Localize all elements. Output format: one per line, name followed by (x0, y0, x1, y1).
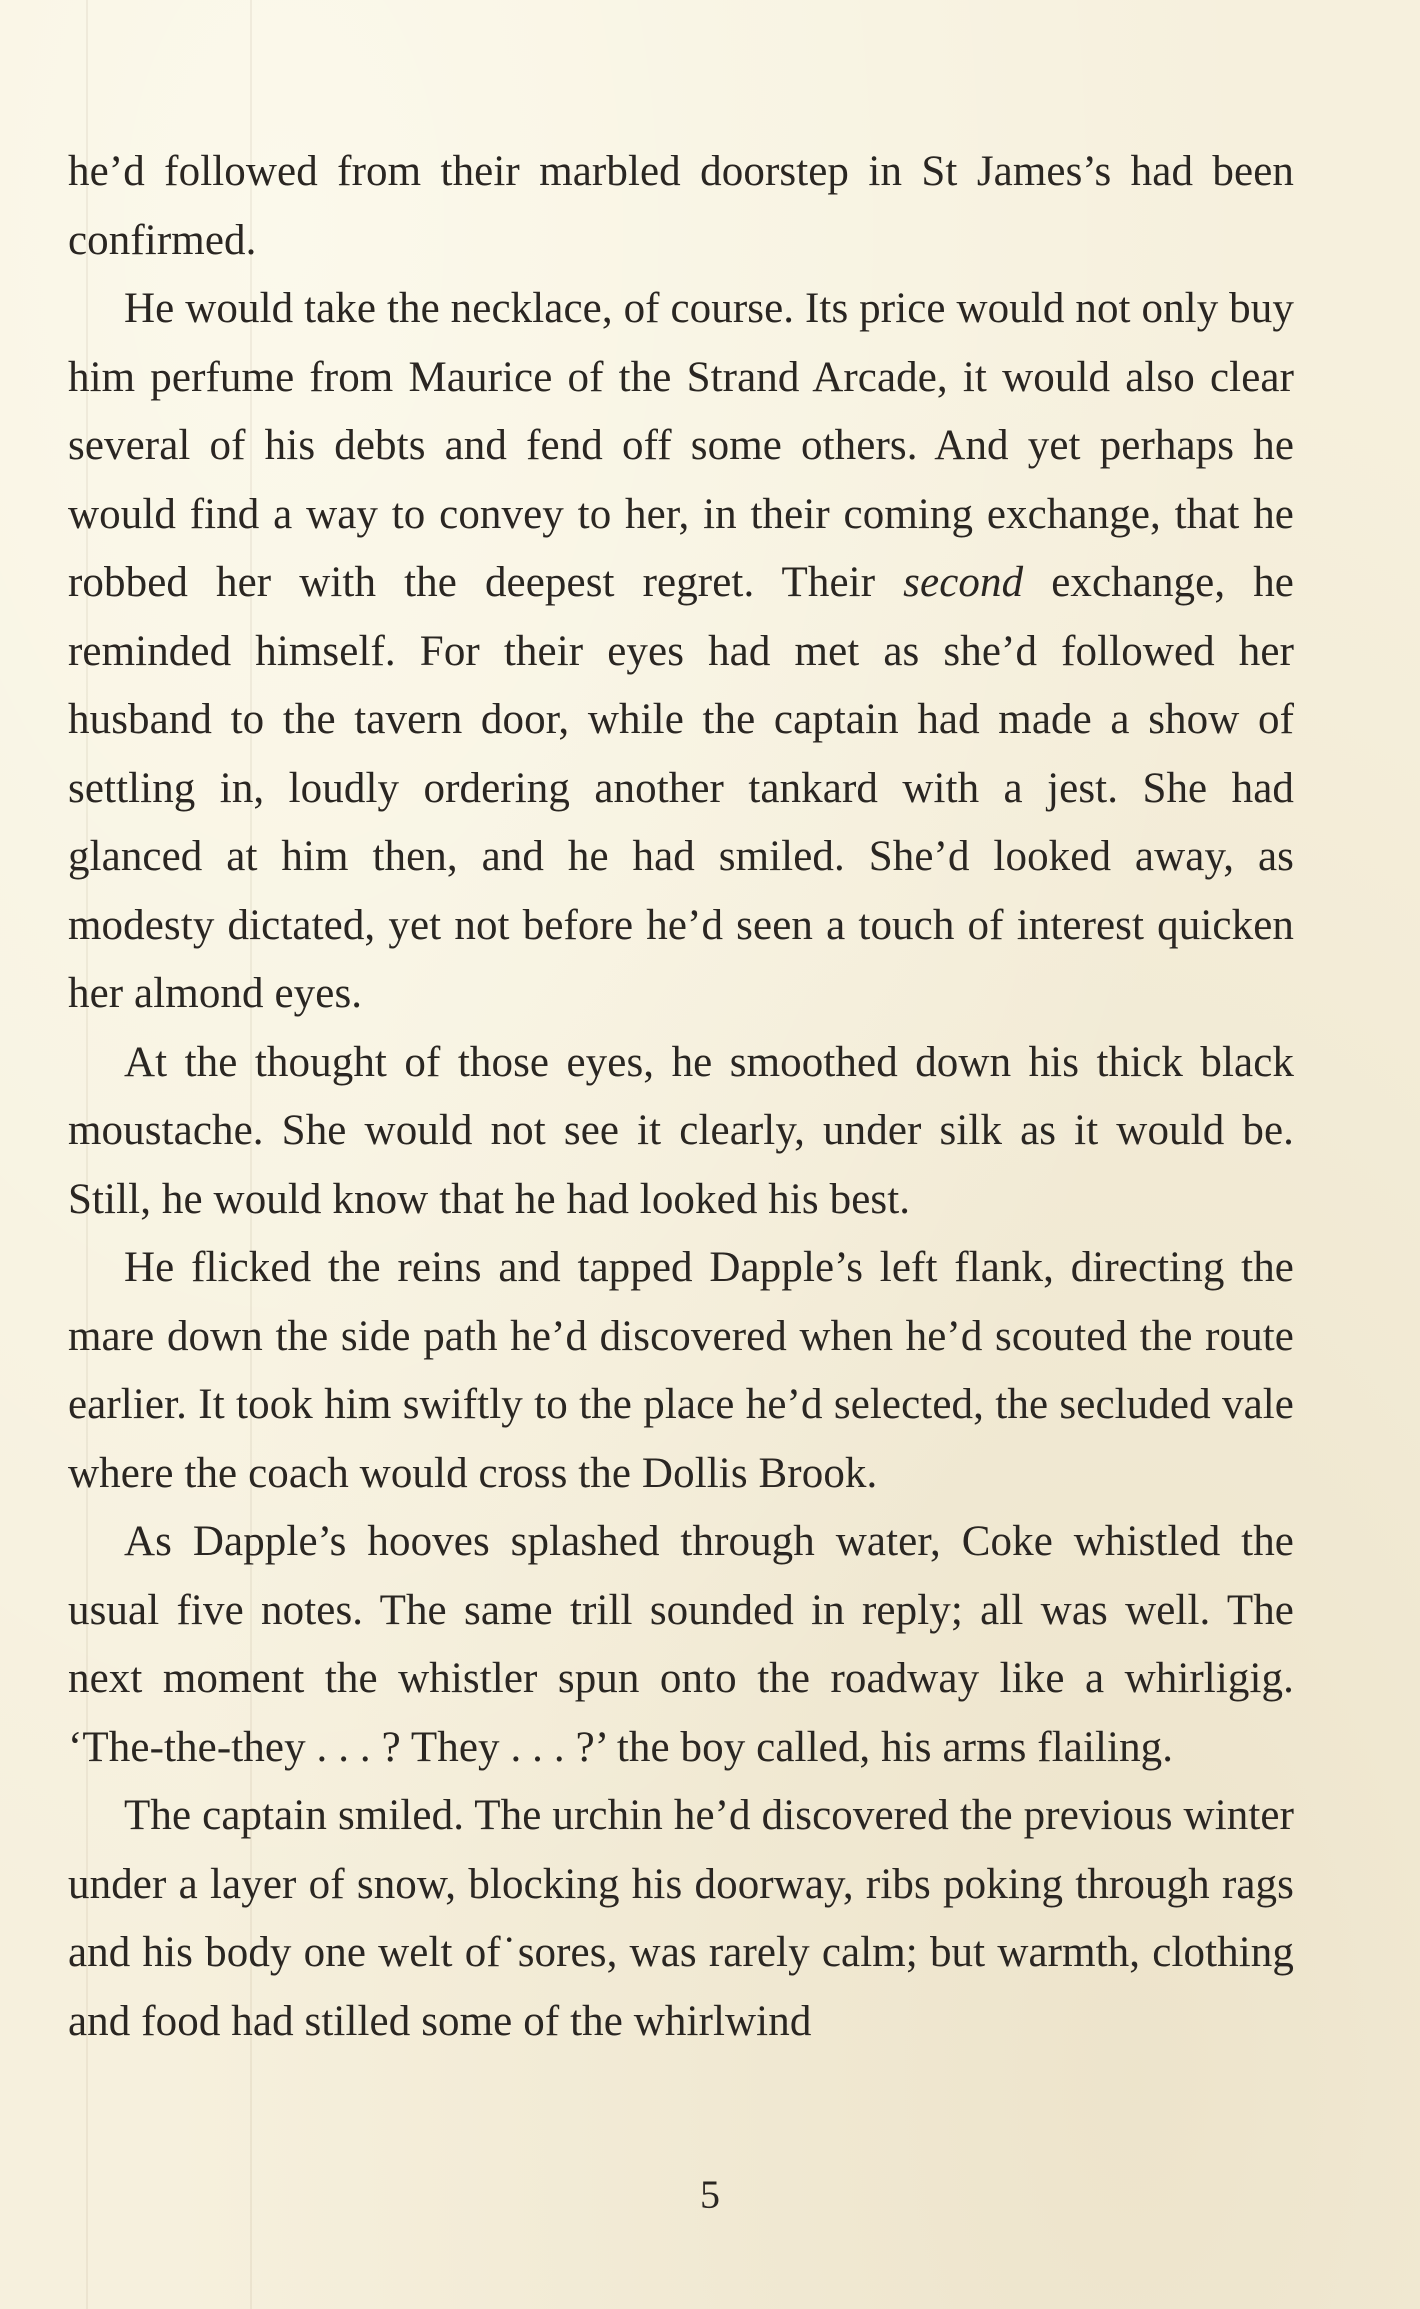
book-page-body (68, 138, 1294, 2056)
paragraph-1: he’d followed from their marbled doorstep in St James’s had been confirmed. (68, 148, 1294, 264)
paragraph-2-end: exchange, he reminded himself. For their eyes had met as she’d followed her husband to the tavern door, while the captain had made a show of settling in, loudly ordering another tankard with a jest. She had glanced at him then, and he had smiled. She’d looked away, as modesty dictated, yet not before he’d seen a touch of interest quicken her almond eyes. (68, 559, 1294, 1017)
paragraph-4: He flicked the reins and tapped Dapple’s left flank, directing the mare down the side path he’d discovered when he’d scouted the route earlier. It took him swiftly to the place he’d selected, the secluded vale where the coach would cross the Dollis Brook. (68, 1244, 1294, 1497)
paragraph-2 (68, 275, 1294, 1029)
paragraph-2-start: He would take the necklace, of course. Its price would not only buy him perfume from Maurice of the Strand Arcade, it would also clear several of his debts and fend off some others. And yet perhaps he would find a way to convey to her, in their coming exchange, that he robbed her with the deepest regret. Their (68, 285, 1294, 606)
paragraph-3: At the thought of those eyes, he smoothed down his thick black moustache. She would not see it clearly, under silk as it would be. Still, he would know that he had looked his best. (68, 1038, 1294, 1223)
page-number: 5 (700, 2172, 720, 2217)
emphasis-second: second (903, 559, 1024, 606)
paragraph-6: The captain smiled. The urchin he’d discovered the previous winter under a layer of snow, blocking his doorway, ribs poking through rags and his body one welt of˙sores, was rarely calm; but warmth, clothing and food had stilled some of the whirlwind (68, 1792, 1294, 2045)
paragraph-5: As Dapple’s hooves splashed through water, Coke whistled the usual five notes. The same trill sounded in reply; all was well. The next moment the whistler spun onto the roadway like a whirligig. ‘The-the-they . . . ? They . . . ?’ the boy called, his arms flailing. (68, 1518, 1294, 1771)
